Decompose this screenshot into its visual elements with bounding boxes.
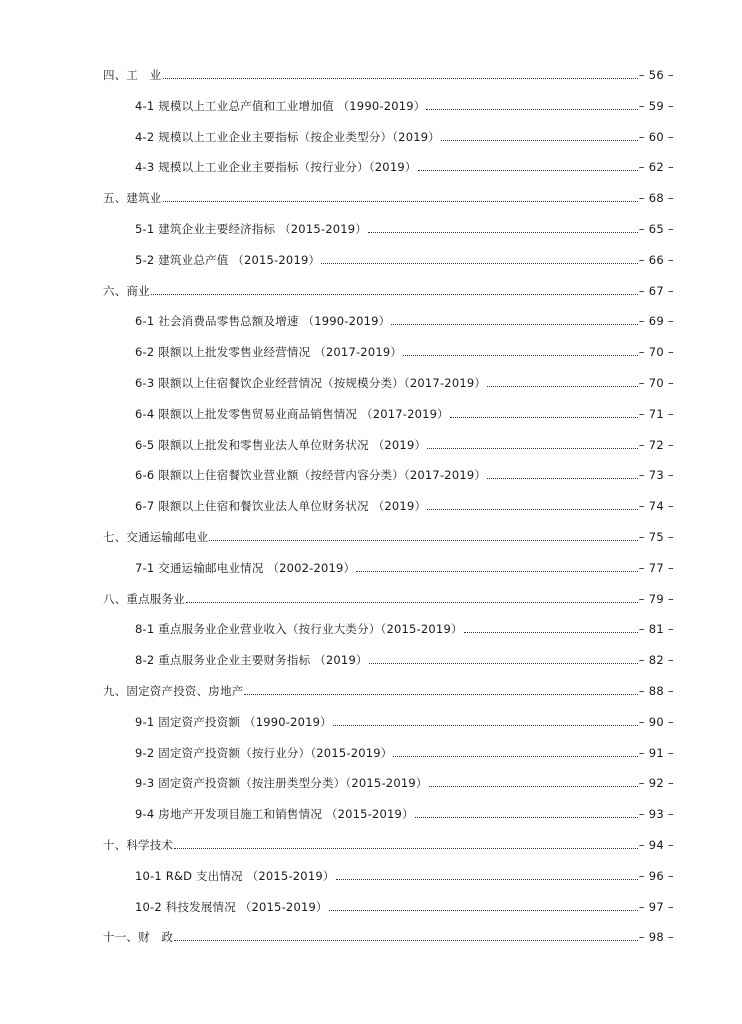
- toc-page-number: – 81 –: [638, 622, 674, 637]
- toc-page-number: – 67 –: [638, 283, 674, 298]
- toc-dot-leader: [441, 140, 638, 141]
- toc-chapter-entry[interactable]: [0, 590, 674, 606]
- toc-dot-leader: [487, 386, 638, 387]
- toc-dot-leader: [391, 324, 637, 325]
- toc-chapter-entry[interactable]: [0, 66, 674, 82]
- toc-entry-title: 6-7 限额以上住宿和餐饮业法人单位财务状况 （2019）: [135, 499, 427, 514]
- toc-page-number: – 74 –: [638, 499, 674, 514]
- toc-dot-leader: [356, 571, 637, 572]
- toc-dot-leader: [450, 417, 638, 418]
- toc-dot-leader: [186, 602, 638, 603]
- toc-page-number: – 65 –: [638, 222, 674, 236]
- toc-entry-title: 9-2 固定资产投资额（按行业分）（2015-2019）: [135, 745, 393, 760]
- toc-table-entry[interactable]: [0, 220, 674, 236]
- toc-entry-title: 6-1 社会消费品零售总额及增速 （1990-2019）: [135, 314, 391, 329]
- toc-entry-title: 5-1 建筑企业主要经济指标 （2015-2019）: [135, 222, 367, 236]
- toc-table-entry[interactable]: [0, 651, 674, 667]
- toc-table-entry[interactable]: [0, 867, 674, 883]
- toc-page-number: – 90 –: [638, 714, 674, 729]
- toc-chapter-entry[interactable]: [0, 528, 674, 544]
- toc-entry-title: 五、建筑业: [103, 191, 162, 206]
- toc-dot-leader: [369, 663, 638, 664]
- toc-entry-title: 6-5 限额以上批发和零售业法人单位财务状况 （2019）: [135, 437, 427, 452]
- toc-entry-title: 6-3 限额以上住宿餐饮企业经营情况（按规模分类）（2017-2019）: [135, 376, 487, 390]
- toc-dot-leader: [418, 170, 638, 171]
- toc-page-number: – 59 –: [638, 98, 674, 113]
- toc-dot-leader: [487, 478, 638, 479]
- toc-table-entry[interactable]: [0, 343, 674, 359]
- toc-page-number: – 68 –: [638, 191, 674, 206]
- toc-page-number: – 98 –: [638, 930, 674, 945]
- toc-dot-leader: [403, 355, 638, 356]
- toc-dot-leader: [174, 848, 638, 849]
- toc-page-number: – 60 –: [638, 129, 674, 144]
- toc-table-entry[interactable]: [0, 158, 674, 174]
- toc-entry-title: 9-3 固定资产投资额（按注册类型分类）（2015-2019）: [135, 776, 428, 791]
- toc-page-number: – 62 –: [638, 160, 674, 175]
- toc-chapter-entry[interactable]: [0, 682, 674, 698]
- toc-entry-title: 9-4 房地产开发项目施工和销售情况 （2015-2019）: [135, 807, 414, 822]
- toc-dot-leader: [429, 786, 638, 787]
- toc-table-entry[interactable]: [0, 97, 674, 113]
- toc-dot-leader: [163, 78, 638, 79]
- toc-page-number: – 79 –: [638, 591, 674, 606]
- toc-page-number: – 88 –: [638, 684, 674, 698]
- toc-table-entry[interactable]: [0, 559, 674, 575]
- toc-page-number: – 77 –: [638, 560, 674, 575]
- toc-table-entry[interactable]: [0, 497, 674, 513]
- toc-entry-title: 10-1 R&D 支出情况 （2015-2019）: [135, 868, 335, 883]
- toc-entry-title: 七、交通运输邮电业: [103, 530, 209, 544]
- toc-chapter-entry[interactable]: [0, 928, 674, 944]
- toc-table-entry[interactable]: [0, 898, 674, 914]
- toc-dot-leader: [427, 448, 638, 449]
- toc-dot-leader: [333, 725, 638, 726]
- toc-dot-leader: [174, 940, 638, 941]
- toc-page-number: – 75 –: [638, 530, 674, 544]
- toc-page-number: – 97 –: [638, 899, 674, 914]
- toc-table-entry[interactable]: [0, 128, 674, 144]
- toc-dot-leader: [426, 109, 637, 110]
- toc-entry-title: 十、科学技术: [103, 838, 174, 852]
- toc-entry-title: 四、工 业: [103, 68, 162, 82]
- toc-page-number: – 82 –: [638, 653, 674, 668]
- toc-dot-leader: [393, 756, 637, 757]
- toc-chapter-entry[interactable]: [0, 189, 674, 205]
- toc-page-number: – 71 –: [638, 406, 674, 421]
- toc-entry-title: 9-1 固定资产投资额 （1990-2019）: [135, 714, 332, 729]
- toc-dot-leader: [329, 910, 638, 911]
- toc-dot-leader: [427, 509, 638, 510]
- toc-table-entry[interactable]: [0, 774, 674, 790]
- toc-dot-leader: [415, 817, 638, 818]
- toc-page-number: – 70 –: [638, 376, 674, 390]
- toc-entry-title: 8-1 重点服务业企业营业收入（按行业大类分）（2015-2019）: [135, 622, 463, 637]
- toc-dot-leader: [368, 232, 638, 233]
- toc-dot-leader: [464, 632, 638, 633]
- toc-chapter-entry[interactable]: [0, 836, 674, 852]
- toc-dot-leader: [336, 879, 638, 880]
- toc-entry-title: 6-2 限额以上批发零售业经营情况 （2017-2019）: [135, 345, 403, 360]
- toc-table-entry[interactable]: [0, 312, 674, 328]
- toc-page-number: – 94 –: [638, 838, 674, 852]
- toc-table-entry[interactable]: [0, 466, 674, 482]
- toc-entry-title: 7-1 交通运输邮电业情况 （2002-2019）: [135, 560, 356, 575]
- toc-page-number: – 70 –: [638, 345, 674, 360]
- toc-table-entry[interactable]: [0, 405, 674, 421]
- toc-dot-leader: [151, 294, 638, 295]
- toc-dot-leader: [209, 540, 637, 541]
- toc-table-entry[interactable]: [0, 744, 674, 760]
- toc-page-number: – 93 –: [638, 807, 674, 822]
- toc-table-entry[interactable]: [0, 713, 674, 729]
- toc-page-number: – 92 –: [638, 776, 674, 791]
- toc-table-entry[interactable]: [0, 251, 674, 267]
- toc-entry-title: 8-2 重点服务业企业主要财务指标 （2019）: [135, 653, 368, 668]
- toc-entry-title: 九、固定资产投资、房地产: [103, 684, 244, 698]
- toc-page-number: – 91 –: [638, 745, 674, 760]
- toc-entry-title: 六、商业: [103, 283, 150, 298]
- toc-entry-title: 十一、财 政: [103, 930, 174, 945]
- toc-page-number: – 96 –: [638, 868, 674, 883]
- toc-entry-title: 10-2 科技发展情况 （2015-2019）: [135, 899, 328, 914]
- toc-table-entry[interactable]: [0, 374, 674, 390]
- toc-page-number: – 73 –: [638, 468, 674, 483]
- toc-page-number: – 66 –: [638, 252, 674, 267]
- toc-dot-leader: [321, 263, 638, 264]
- toc-table-entry[interactable]: [0, 620, 674, 636]
- toc-entry-title: 4-3 规模以上工业企业主要指标（按行业分）（2019）: [135, 160, 417, 175]
- toc-entry-title: 5-2 建筑业总产值 （2015-2019）: [135, 252, 321, 267]
- toc-entry-title: 6-4 限额以上批发零售贸易业商品销售情况 （2017-2019）: [135, 406, 449, 421]
- toc-entry-title: 4-2 规模以上工业企业主要指标（按企业类型分）（2019）: [135, 129, 440, 144]
- toc-table-entry[interactable]: [0, 436, 674, 452]
- toc-chapter-entry[interactable]: [0, 282, 674, 298]
- toc-table-entry[interactable]: [0, 805, 674, 821]
- toc-entry-title: 八、重点服务业: [103, 591, 185, 606]
- toc-page-number: – 72 –: [638, 437, 674, 452]
- toc-entry-title: 4-1 规模以上工业总产值和工业增加值 （1990-2019）: [135, 98, 426, 113]
- toc-dot-leader: [244, 694, 637, 695]
- toc-page-number: – 56 –: [638, 68, 674, 82]
- toc-page-number: – 69 –: [638, 314, 674, 329]
- toc-entry-title: 6-6 限额以上住宿餐饮业营业额（按经营内容分类）（2017-2019）: [135, 468, 487, 483]
- toc-dot-leader: [163, 201, 638, 202]
